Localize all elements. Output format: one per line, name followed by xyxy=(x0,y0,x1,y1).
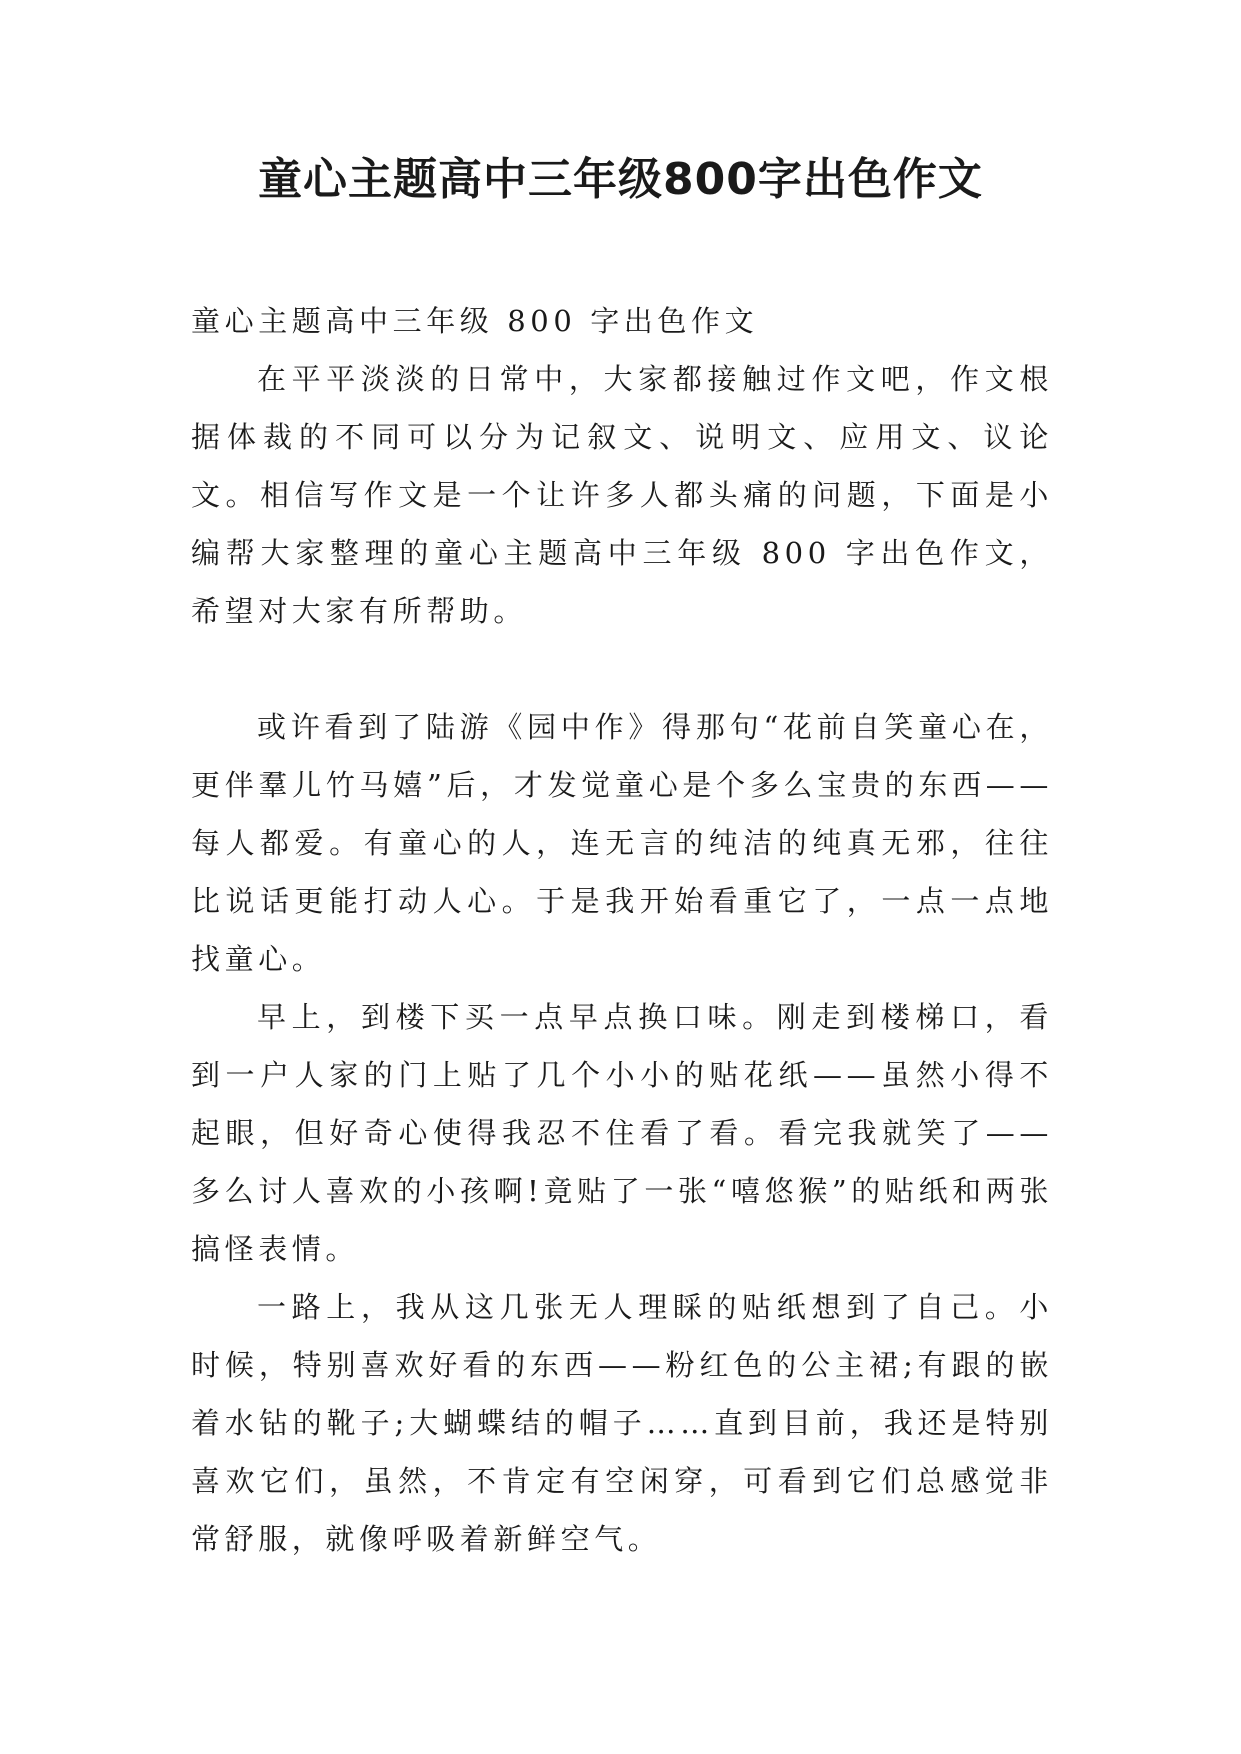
essay-paragraph-1: 或许看到了陆游《园中作》得那句“花前自笑童心在，更伴羣儿竹马嬉”后，才发觉童心是个多么宝贵的东西——每人都爱。有童心的人，连无言的纯洁的纯真无邪，往往比说话更能打动人心。于是我开始看重它了，一点一点地找童心。 xyxy=(191,710,1053,976)
essay-paragraph-2: 早上，到楼下买一点早点换口味。刚走到楼梯口，看到一户人家的门上贴了几个小小的贴花纸——虽然小得不起眼，但好奇心使得我忍不住看了看。看完我就笑了——多么讨人喜欢的小孩啊!竟贴了一张“嘻悠猴”的贴纸和两张搞怪表情。 xyxy=(191,1000,1053,1266)
document-body xyxy=(191,292,1053,1568)
document-subtitle: 童心主题高中三年级 800 字出色作文 xyxy=(191,304,759,338)
essay-paragraph-3: 一路上，我从这几张无人理睬的贴纸想到了自己。小时候，特别喜欢好看的东西——粉红色的公主裙;有跟的嵌着水钻的靴子;大蝴蝶结的帽子……直到目前，我还是特别喜欢它们，虽然，不肯定有空闲穿，可看到它们总感觉非常舒服，就像呼吸着新鲜空气。 xyxy=(191,1290,1053,1556)
document-title: 童心主题高中三年级800字出色作文 xyxy=(258,154,983,205)
paragraph-spacer xyxy=(191,640,1053,698)
intro-paragraph: 在平平淡淡的日常中，大家都接触过作文吧，作文根据体裁的不同可以分为记叙文、说明文、应用文、议论文。相信写作文是一个让许多人都头痛的问题，下面是小编帮大家整理的童心主题高中三年级 800 字出色作文，希望对大家有所帮助。 xyxy=(191,362,1053,628)
